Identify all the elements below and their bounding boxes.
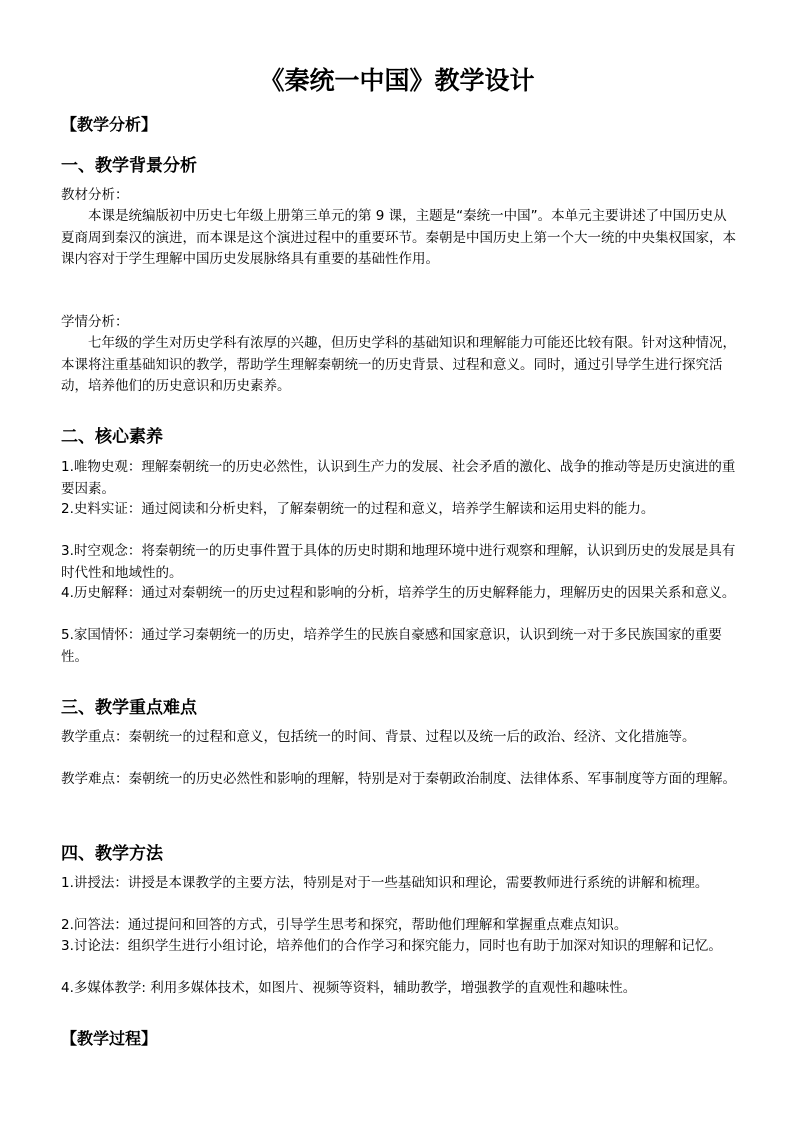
method-item: 2.问答法：通过提问和回答的方式，引导学生思考和探究，帮助他们理解和掌握重点难点知识。 [61,917,628,933]
method-item: 3.讨论法：组织学生进行小组讨论，培养他们的合作学习和探究能力，同时也有助于加深对知识的理解和记忆。 [61,938,722,954]
student-label: 学情分析： [61,314,129,330]
process-heading: 【教学过程】 [61,1029,158,1048]
method-item: 4.多媒体教学: 利用多媒体技术，如图片、视频等资料，辅助教学，增强教学的直观性和趣味性。 [61,980,637,996]
document-title: 《秦统一中国》教学设计 [259,66,535,95]
section-heading-literacy: 二、核心素养 [61,427,163,447]
student-paragraph: 七年级的学生对历史学科有浓厚的兴趣，但历史学科的基础知识和理解能力可能还比较有限。针对这种情况，本课将注重基础知识的教学，帮助学生理解秦朝统一的历史背景、过程和意义。同时，通过引导学生进行探究活动，培养他们的历史意识和历史素养。 [61,335,736,394]
material-label: 教材分析： [61,187,129,203]
difficulty-item: 教学难点：秦朝统一的历史必然性和影响的理解，特别是对于秦朝政治制度、法律体系、军事制度等方面的理解。 [61,771,736,787]
section-heading-methods: 四、教学方法 [61,844,163,864]
method-item: 1.讲授法：讲授是本课教学的主要方法，特别是对于一些基础知识和理论，需要教师进行系统的讲解和梳理。 [61,875,709,891]
literacy-item: 3.时空观念：将秦朝统一的历史事件置于具体的历史时期和地理环境中进行观察和理解，认识到历史的发展是具有时代性和地域性的。 [61,543,736,581]
key-point-item: 教学重点：秦朝统一的过程和意义，包括统一的时间、背景、过程以及统一后的政治、经济、文化措施等。 [61,729,696,745]
analysis-heading: 【教学分析】 [61,115,158,134]
literacy-item: 4.历史解释：通过对秦朝统一的历史过程和影响的分析，培养学生的历史解释能力，理解历史的因果关系和意义。 [61,585,736,601]
literacy-item: 5.家国情怀：通过学习秦朝统一的历史，培养学生的民族自豪感和国家意识，认识到统一对于多民族国家的重要性。 [61,627,722,665]
material-paragraph: 本课是统编版初中历史七年级上册第三单元的第 9 课，主题是“秦统一中国”。本单元主要讲述了中国历史从夏商周到秦汉的演进，而本课是这个演进过程中的重要环节。秦朝是中国历史上第一个大一统的中央集权国家，本课内容对于学生理解中国历史发展脉络具有重要的基础性作用。 [61,208,736,267]
literacy-item: 2.史料实证：通过阅读和分析史料，了解秦朝统一的过程和意义，培养学生解读和运用史料的能力。 [61,501,655,517]
section-heading-key-points: 三、教学重点难点 [61,698,197,718]
section-heading-background: 一、教学背景分析 [61,156,197,176]
literacy-item: 1.唯物史观：理解秦朝统一的历史必然性，认识到生产力的发展、社会矛盾的激化、战争的推动等是历史演进的重要因素。 [61,459,736,497]
